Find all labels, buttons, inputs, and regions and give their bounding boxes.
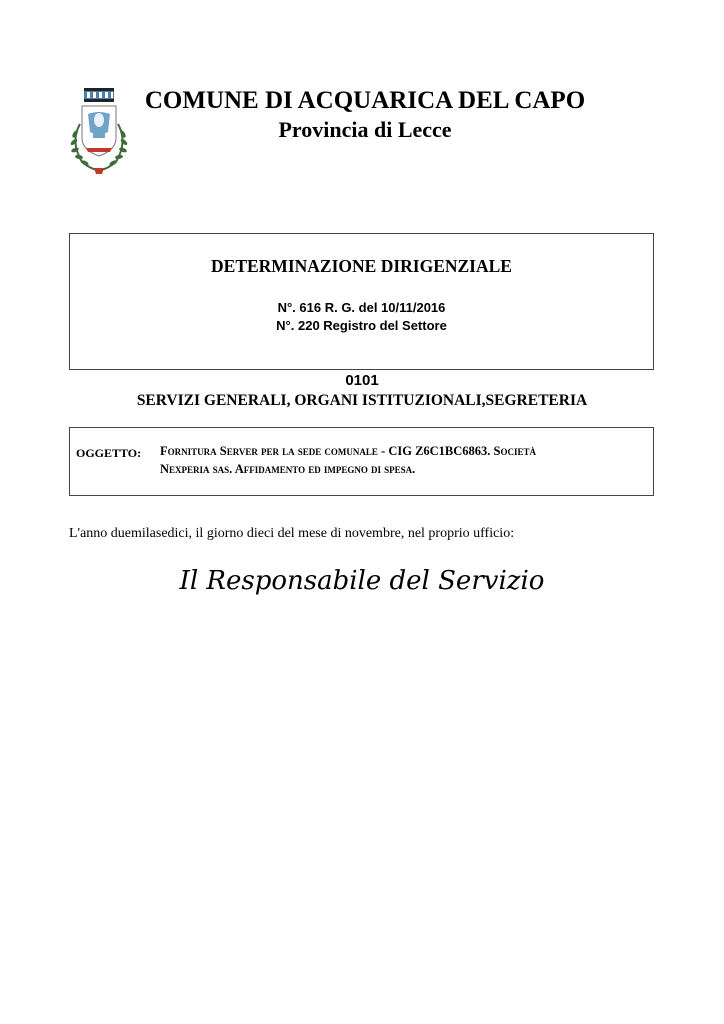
sector-name: SERVIZI GENERALI, ORGANI ISTITUZIONALI,SEGRETERIA [136,392,588,409]
subject-box [69,427,654,496]
sector-code: 0101 [345,372,379,389]
responsabile-heading: Il Responsabile del Servizio [179,566,545,596]
municipality-title: COMUNE DI ACQUARICA DEL CAPO [144,87,586,114]
subject-line-1: Fornitura Server per la sede comunale - CIG Z6C1BC6863. Società [160,444,537,458]
ribbon-icon [86,148,112,152]
sector-registry-number: N°. 220 Registro del Settore [276,318,447,333]
general-registry-number: N°. 616 R. G. del 10/11/2016 [277,300,446,315]
intro-paragraph: L'anno duemilasedici, il giorno dieci del mese di novembre, nel proprio ufficio: [69,526,515,541]
subject-line-2: Nexperia sas. Affidamento ed impegno di spesa. [160,462,416,476]
province-subtitle: Provincia di Lecce [278,117,452,142]
subject-label: OGGETTO: [76,446,142,460]
determination-box [69,233,654,370]
determination-title: DETERMINAZIONE DIRIGENZIALE [211,256,512,276]
coat-of-arms-icon [66,84,132,178]
